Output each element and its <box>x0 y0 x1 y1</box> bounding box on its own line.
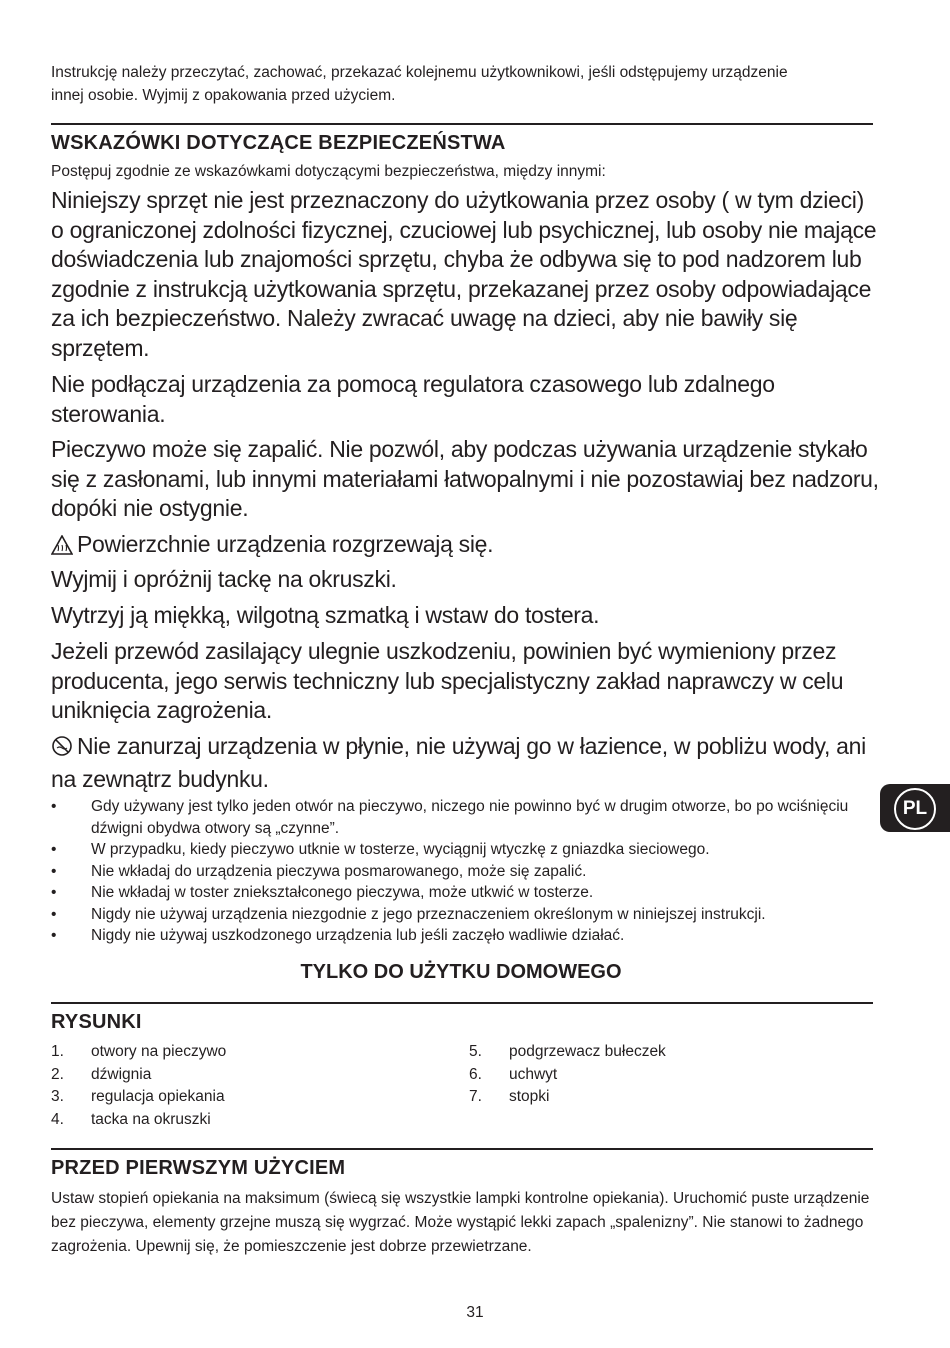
bullet-mark: • <box>51 862 57 880</box>
list-item <box>51 1109 451 1132</box>
section-divider <box>51 123 873 125</box>
intro-text: Instrukcję należy przeczytać, zachować, przekazać kolejnemu użytkownikowi, jeśli odstępujemy urządzenie innej osobie. Wyjmij z opakowania przed użyciem. <box>51 64 788 104</box>
safety-paragraph-8 <box>51 732 881 794</box>
bullet-text: Nie wkładaj do urządzenia pieczywa posmarowanego, może się zapalić. <box>91 862 587 880</box>
item-label: podgrzewacz bułeczek <box>509 1043 666 1060</box>
safety-paragraph-5: Wyjmij i opróżnij tackę na okruszki. <box>51 566 397 592</box>
bullet-text: W przypadku, kiedy pieczywo utknie w tosterze, wyciągnij wtyczkę z gniazdka sieciowego. <box>91 841 710 858</box>
safety-paragraph-7: Jeżeli przewód zasilający ulegnie uszkodzeniu, powinien być wymieniony przez producenta, jego serwis techniczny lub specjalistyczny zakład naprawczy w celu uniknięcia zagrożenia. <box>51 638 844 723</box>
list-item <box>51 839 881 861</box>
language-tab-label: PL <box>894 788 936 830</box>
list-item <box>51 796 881 839</box>
bullet-mark: • <box>51 905 57 923</box>
figures-list-right <box>469 1041 869 1109</box>
item-number: 5. <box>469 1043 482 1060</box>
bullet-mark: • <box>51 841 57 858</box>
list-item <box>51 1086 451 1109</box>
item-number: 1. <box>51 1043 64 1060</box>
item-label: otwory na pieczywo <box>91 1043 227 1060</box>
list-item <box>51 925 881 947</box>
language-tab <box>880 784 950 832</box>
list-item <box>51 904 881 926</box>
item-label: regulacja opiekania <box>91 1088 225 1105</box>
list-item <box>51 1041 451 1064</box>
safety-paragraph-3: Pieczywo może się zapalić. Nie pozwól, aby podczas używania urządzenie stykało się z zasłonami, lub innymi materiałami łatwopalnymi i nie pozostawiaj bez nadzoru, dopóki nie ostygnie. <box>51 436 879 521</box>
item-number: 6. <box>469 1065 482 1083</box>
bullet-mark: • <box>51 927 57 944</box>
item-number: 7. <box>469 1088 482 1105</box>
safety-paragraph-4 <box>51 530 881 563</box>
safety-paragraph-8-text: Nie zanurzaj urządzenia w płynie, nie używaj go w łazience, w pobliżu wody, ani na zewnątrz budynku. <box>51 733 866 792</box>
safety-heading: WSKAZÓWKI DOTYCZĄCE BEZPIECZEŃSTWA <box>51 132 506 154</box>
list-item <box>51 882 881 904</box>
list-item <box>469 1064 869 1087</box>
item-number: 2. <box>51 1065 64 1083</box>
safety-bullet-list <box>51 796 881 947</box>
page-number: 31 <box>466 1304 484 1321</box>
hot-surface-warning-icon <box>51 533 73 563</box>
item-label: dźwignia <box>91 1065 152 1083</box>
first-use-heading: PRZED PIERWSZYM UŻYCIEM <box>51 1157 346 1179</box>
list-item <box>469 1086 869 1109</box>
bullet-text: Nigdy nie używaj uszkodzonego urządzenia lub jeśli zaczęło wadliwie działać. <box>91 927 625 944</box>
section-divider <box>51 1148 873 1150</box>
bullet-mark: • <box>51 884 57 901</box>
safety-lead: Postępuj zgodnie ze wskazówkami dotyczącymi bezpieczeństwa, między innymi: <box>51 163 606 180</box>
section-divider <box>51 1002 873 1004</box>
no-immersion-icon <box>51 735 73 765</box>
item-label: stopki <box>509 1088 550 1105</box>
item-label: tacka na okruszki <box>91 1110 211 1128</box>
list-item <box>469 1041 869 1064</box>
home-use-notice: TYLKO DO UŻYTKU DOMOWEGO <box>300 961 622 983</box>
bullet-text: Nigdy nie używaj urządzenia niezgodnie z jego przeznaczeniem określonym w niniejszej instrukcji. <box>91 905 766 923</box>
item-number: 3. <box>51 1088 64 1105</box>
item-number: 4. <box>51 1110 64 1128</box>
figures-list-left <box>51 1041 451 1131</box>
bullet-text: Gdy używany jest tylko jeden otwór na pieczywo, niczego nie powinno być w drugim otworze, bo po wciśnięciu dźwigni obydwa otwory są „czynne”. <box>91 798 849 837</box>
safety-paragraph-1: Niniejszy sprzęt nie jest przeznaczony do użytkowania przez osoby ( w tym dzieci) o ograniczonej zdolności fizycznej, czuciowej lub psychicznej, lub osoby nie mające doświadczenia lub znajomości sprzętu, chyba że odbywa się to pod nadzorem lub zgodnie z instrukcją użytkowania sprzętu, przekazanej przez osoby odpowiadające za ich bezpieczeństwo. Należy zwracać uwagę na dzieci, aby nie bawiły się sprzętem. <box>51 187 877 361</box>
safety-paragraph-4-text: Powierzchnie urządzenia rozgrzewają się. <box>77 531 494 557</box>
bullet-mark: • <box>51 798 57 815</box>
first-use-text: Ustaw stopień opiekania na maksimum (świecą się wszystkie lampki kontrolne opiekania). Uruchomić puste urządzenie bez pieczywa, elementy grzejne muszą się wygrzać. Może wystąpić lekki zapach „spalenizny”. Nie stanowi to żadnego zagrożenia. Upewnij się, że pomieszczenie jest dobrze przewietrzane. <box>51 1190 870 1255</box>
figures-heading: RYSUNKI <box>51 1011 142 1033</box>
item-label: uchwyt <box>509 1065 558 1083</box>
bullet-text: Nie wkładaj w toster zniekształconego pieczywa, może utkwić w tosterze. <box>91 884 594 901</box>
list-item <box>51 861 881 883</box>
safety-paragraph-6: Wytrzyj ją miękką, wilgotną szmatką i wstaw do tostera. <box>51 602 600 628</box>
list-item <box>51 1064 451 1087</box>
safety-paragraph-2: Nie podłączaj urządzenia za pomocą regulatora czasowego lub zdalnego sterowania. <box>51 371 775 427</box>
